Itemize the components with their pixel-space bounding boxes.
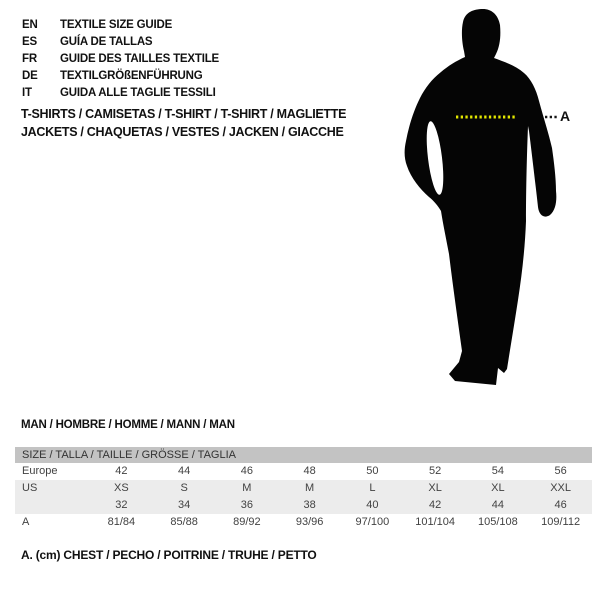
table-cell: 32 — [115, 499, 128, 511]
table-row — [15, 463, 592, 480]
table-row-label: Europe — [22, 465, 58, 477]
table-row — [15, 514, 592, 531]
table-row-label: US — [22, 482, 38, 494]
table-cell: XL — [428, 482, 442, 494]
table-cell: M — [242, 482, 252, 494]
size-table — [15, 447, 592, 531]
category-jackets: JACKETS / CHAQUETAS / VESTES / JACKEN / GIACCHE — [21, 125, 344, 139]
man-silhouette — [405, 9, 557, 385]
table-cell: 34 — [178, 499, 191, 511]
table-row-label: A — [22, 516, 30, 528]
table-cell: 48 — [303, 465, 316, 477]
table-cell: 46 — [240, 465, 253, 477]
language-label: TEXTILGRÖßENFÜHRUNG — [60, 69, 203, 82]
table-cell: 42 — [429, 499, 442, 511]
language-code: EN — [22, 18, 38, 31]
language-code: FR — [22, 52, 37, 65]
table-cell: XL — [491, 482, 505, 494]
language-code: ES — [22, 35, 37, 48]
table-cell: 101/104 — [415, 516, 455, 528]
table-cell: 42 — [115, 465, 128, 477]
table-cell: 36 — [240, 499, 253, 511]
table-row-label — [15, 497, 90, 514]
size-table-header: SIZE / TALLA / TAILLE / GRÖSSE / TAGLIA — [15, 447, 592, 463]
language-label: TEXTILE SIZE GUIDE — [60, 18, 173, 31]
table-cell: 54 — [491, 465, 504, 477]
table-cell: 109/112 — [541, 516, 581, 528]
table-cell: 81/84 — [107, 516, 136, 528]
table-cell: XXL — [550, 482, 572, 494]
table-cell: L — [369, 482, 376, 494]
table-cell: 85/88 — [170, 516, 198, 528]
table-cell: XS — [114, 482, 129, 494]
table-cell: 50 — [366, 465, 379, 477]
table-cell: 93/96 — [295, 516, 324, 528]
footnote-chest: A. (cm) CHEST / PECHO / POITRINE / TRUHE / PETTO — [21, 548, 317, 562]
language-label: GUIDA ALLE TAGLIE TESSILI — [60, 86, 216, 99]
table-cell: 44 — [178, 465, 191, 477]
table-cell: 44 — [491, 499, 504, 511]
table-cell: 97/100 — [355, 516, 390, 528]
table-row — [15, 497, 592, 514]
language-code: IT — [22, 86, 32, 99]
measure-label-a: A — [560, 108, 571, 124]
category-tshirts: T-SHIRTS / CAMISETAS / T-SHIRT / T-SHIRT / MAGLIETTE — [21, 107, 347, 121]
language-code: DE — [22, 69, 38, 82]
language-label: GUÍA DE TALLAS — [60, 35, 153, 48]
table-cell: 46 — [554, 499, 567, 511]
language-label: GUIDE DES TAILLES TEXTILE — [60, 52, 219, 65]
table-cell: 105/108 — [477, 516, 518, 528]
size-table-body — [15, 463, 592, 531]
table-cell: S — [180, 482, 188, 494]
section-title-man: MAN / HOMBRE / HOMME / MANN / MAN — [21, 419, 235, 431]
table-cell: 38 — [303, 499, 316, 511]
table-cell: M — [305, 482, 315, 494]
table-cell: 52 — [429, 465, 442, 477]
table-row — [15, 480, 592, 497]
table-cell: 89/92 — [233, 516, 261, 528]
table-cell: 56 — [554, 465, 567, 477]
table-cell: 40 — [366, 499, 379, 511]
